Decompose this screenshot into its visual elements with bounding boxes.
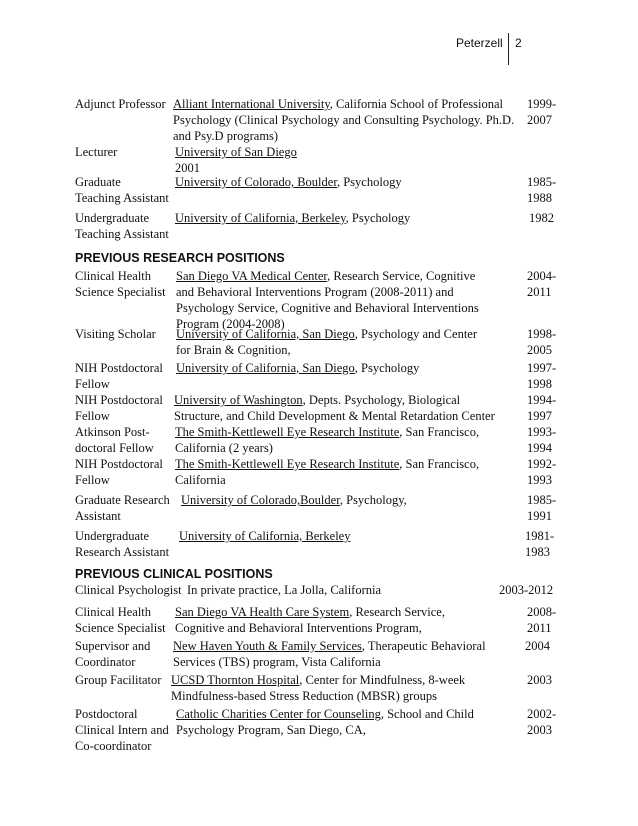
position-details: [187, 582, 381, 598]
position-title: [75, 604, 166, 636]
institution-link[interactable]: UCSD Thornton Hospital: [171, 673, 300, 687]
years: [527, 456, 556, 488]
year-line: 1998: [527, 377, 552, 391]
institution-link[interactable]: University of California, Berkeley: [175, 211, 346, 225]
institution-link[interactable]: University of California, San Diego: [176, 327, 355, 341]
position-title-line: Co-coordinator: [75, 739, 152, 753]
position-details: [175, 424, 479, 456]
years: [529, 210, 554, 226]
details-text: , Psychology: [345, 211, 411, 225]
position-title: [75, 424, 154, 456]
institution-link[interactable]: University of San Diego: [175, 145, 297, 159]
position-title-line: Supervisor and: [75, 639, 151, 653]
year-line: 2011: [527, 285, 552, 299]
years: [527, 492, 556, 524]
position-title-line: Assistant: [75, 509, 121, 523]
position-title: [75, 582, 182, 598]
institution-link[interactable]: The Smith-Kettlewell Eye Research Institute: [175, 425, 400, 439]
details-line: [173, 96, 514, 112]
position-title-line: NIH Postdoctoral: [75, 393, 163, 407]
details-text: , Psychology,: [339, 493, 407, 507]
position-title-line: Fellow: [75, 409, 110, 423]
position-title-line: Science Specialist: [75, 621, 166, 635]
position-details: [171, 672, 465, 704]
details-line: [175, 604, 445, 620]
year-line: 2004: [525, 639, 550, 653]
page-number: 2: [515, 36, 522, 50]
details-line: for Brain & Cognition,: [176, 343, 291, 357]
details-text: , Center for Mindfulness, 8-week: [299, 673, 466, 687]
details-line: [181, 492, 407, 508]
institution-link[interactable]: University of Washington: [174, 393, 303, 407]
position-title-line: Adjunct Professor: [75, 97, 166, 111]
institution-link[interactable]: San Diego VA Health Care System: [175, 605, 350, 619]
year-line: 1992-: [527, 457, 557, 471]
year-line: 1993-: [527, 425, 557, 439]
position-title: [75, 360, 163, 392]
institution-link[interactable]: University of California, Berkeley: [179, 529, 351, 543]
years: [499, 582, 553, 598]
institution-link[interactable]: University of Colorado, Boulder: [175, 175, 337, 189]
year-line: 1994: [527, 441, 552, 455]
position-title: [75, 144, 117, 160]
details-text: , Research Service,: [349, 605, 445, 619]
position-title-line: Atkinson Post-: [75, 425, 150, 439]
position-title: [75, 492, 170, 524]
position-title-line: Graduate Research: [75, 493, 170, 507]
details-line: Psychology (Clinical Psychology and Consulting Psychology. Ph.D.: [173, 113, 515, 127]
details-text: , Psychology: [336, 175, 402, 189]
details-line: [173, 638, 486, 654]
years: [527, 96, 556, 128]
years: [527, 424, 556, 456]
years: [527, 672, 552, 688]
section-title-research: PREVIOUS RESEARCH POSITIONS: [75, 251, 285, 265]
position-title-line: Group Facilitator: [75, 673, 162, 687]
institution-link[interactable]: Catholic Charities Center for Counseling: [176, 707, 381, 721]
header-name: Peterzell: [456, 36, 503, 50]
position-details: [175, 604, 445, 636]
position-title-line: doctoral Fellow: [75, 441, 154, 455]
position-details: [175, 144, 297, 176]
position-title: [75, 392, 163, 424]
details-text: , Research Service, Cognitive: [327, 269, 476, 283]
year-line: 1991: [527, 509, 552, 523]
position-title-line: Clinical Health: [75, 605, 152, 619]
position-title-line: Science Specialist: [75, 285, 166, 299]
position-title: [75, 672, 161, 688]
position-title-line: Graduate: [75, 175, 121, 189]
details-line: [176, 326, 477, 342]
position-details: [174, 392, 495, 424]
years: [527, 706, 556, 738]
year-line: 1985-: [527, 493, 557, 507]
position-title-line: Undergraduate: [75, 211, 150, 225]
position-details: [175, 174, 402, 190]
position-title-line: Fellow: [75, 473, 110, 487]
details-line: [176, 268, 479, 284]
details-text: In private practice, La Jolla, California: [187, 583, 382, 597]
years: [527, 326, 556, 358]
position-title-line: NIH Postdoctoral: [75, 457, 163, 471]
year-line: 1981-: [525, 529, 555, 543]
position-details: [181, 492, 407, 508]
year-line: 2003-2012: [499, 583, 554, 597]
details-line: [171, 672, 465, 688]
details-line: [176, 706, 474, 722]
position-title-line: Teaching Assistant: [75, 227, 169, 241]
position-details: [179, 528, 350, 544]
details-line: Program (2004-2008): [176, 317, 285, 331]
position-details: [173, 638, 486, 670]
year-line: 1997: [527, 409, 552, 423]
institution-link[interactable]: University of Colorado,Boulder: [181, 493, 340, 507]
position-title-line: Undergraduate: [75, 529, 150, 543]
position-details: [176, 706, 474, 738]
details-line: Structure, and Child Development & Mental Retardation Center: [174, 409, 495, 423]
year-line: 2004-: [527, 269, 557, 283]
position-title: [75, 706, 169, 754]
position-title: [75, 528, 169, 560]
details-text: , California School of Professional: [329, 97, 504, 111]
details-text: , Depts. Psychology, Biological: [302, 393, 461, 407]
year-line: 2003: [527, 723, 552, 737]
details-line: Services (TBS) program, Vista California: [173, 655, 381, 669]
position-title: [75, 174, 169, 206]
details-line: [175, 174, 402, 190]
position-title-line: Postdoctoral: [75, 707, 138, 721]
year-line: 1988: [527, 191, 552, 205]
position-details: [176, 268, 479, 332]
details-line: [175, 456, 479, 472]
details-line: 2001: [175, 161, 200, 175]
year-line: 2003: [527, 673, 552, 687]
details-line: Mindfulness-based Stress Reduction (MBSR) groups: [171, 689, 437, 703]
position-title-line: Fellow: [75, 377, 110, 391]
details-line: and Psy.D programs): [173, 129, 279, 143]
year-line: 1999-: [527, 97, 557, 111]
position-title: [75, 210, 169, 242]
years: [527, 360, 556, 392]
details-line: and Behavioral Interventions Program (2008-2011) and: [176, 285, 454, 299]
details-text: , Psychology and Center: [354, 327, 478, 341]
year-line: 1993: [527, 473, 552, 487]
details-line: Psychology Service, Cognitive and Behavioral Interventions: [176, 301, 479, 315]
year-line: 2011: [527, 621, 552, 635]
year-line: 2007: [527, 113, 552, 127]
position-title-line: Clinical Psychologist: [75, 583, 182, 597]
year-line: 2005: [527, 343, 552, 357]
details-line: [175, 144, 297, 160]
position-details: [173, 96, 514, 144]
details-text: , San Francisco,: [399, 425, 480, 439]
years: [525, 638, 550, 654]
year-line: 1985-: [527, 175, 557, 189]
position-title-line: Teaching Assistant: [75, 191, 169, 205]
details-line: [175, 424, 479, 440]
year-line: 1994-: [527, 393, 557, 407]
details-text: , Therapeutic Behavioral: [361, 639, 486, 653]
position-title: [75, 96, 166, 112]
year-line: 1998-: [527, 327, 557, 341]
details-line: [175, 210, 410, 226]
years: [527, 268, 556, 300]
years: [527, 174, 556, 206]
details-line: [179, 528, 350, 544]
position-title: [75, 268, 166, 300]
details-line: Psychology Program, San Diego, CA,: [176, 723, 366, 737]
year-line: 1997-: [527, 361, 557, 375]
years: [527, 392, 556, 424]
details-line: California: [175, 473, 226, 487]
position-title-line: Clinical Intern and: [75, 723, 169, 737]
details-text: , Psychology: [354, 361, 420, 375]
header-divider: [508, 33, 509, 65]
details-line: California (2 years): [175, 441, 273, 455]
position-title-line: Visiting Scholar: [75, 327, 156, 341]
position-title: [75, 638, 150, 670]
institution-link[interactable]: Alliant International University: [173, 97, 330, 111]
details-line: Cognitive and Behavioral Interventions Program,: [175, 621, 422, 635]
year-line: 1982: [529, 211, 554, 225]
position-details: [175, 210, 410, 226]
position-title-line: Clinical Health: [75, 269, 152, 283]
details-text: , School and Child: [380, 707, 474, 721]
section-title-clinical: PREVIOUS CLINICAL POSITIONS: [75, 567, 273, 581]
years: [527, 604, 556, 636]
position-title-line: Coordinator: [75, 655, 136, 669]
institution-link[interactable]: The Smith-Kettlewell Eye Research Institute: [175, 457, 400, 471]
year-line: 1983: [525, 545, 550, 559]
position-details: [176, 360, 419, 376]
details-line: [174, 392, 495, 408]
details-line: [187, 582, 381, 598]
years: [525, 528, 554, 560]
position-title-line: Lecturer: [75, 145, 118, 159]
institution-link[interactable]: New Haven Youth & Family Services: [173, 639, 362, 653]
position-title-line: Research Assistant: [75, 545, 170, 559]
institution-link[interactable]: University of California, San Diego: [176, 361, 355, 375]
details-line: [176, 360, 419, 376]
position-details: [176, 326, 477, 358]
details-text: , San Francisco,: [399, 457, 480, 471]
position-title: [75, 456, 163, 488]
year-line: 2002-: [527, 707, 557, 721]
position-details: [175, 456, 479, 488]
position-title-line: NIH Postdoctoral: [75, 361, 163, 375]
year-line: 2008-: [527, 605, 557, 619]
institution-link[interactable]: San Diego VA Medical Center: [176, 269, 328, 283]
position-title: [75, 326, 156, 342]
